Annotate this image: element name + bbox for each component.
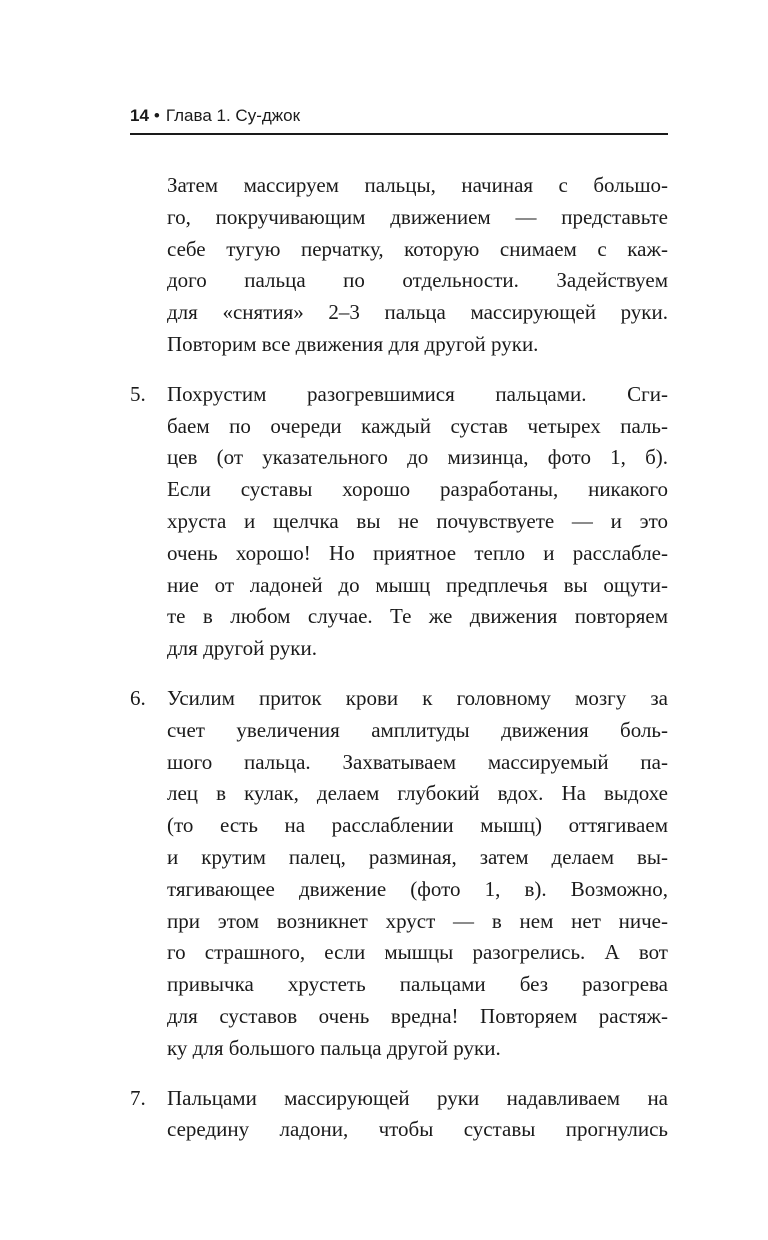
text-line: себе тугую перчатку, которую снимаем с каж-	[167, 236, 668, 261]
text-line: (то есть на расслаблении мышц) оттягиваем	[167, 813, 668, 838]
list-item-7	[130, 1083, 668, 1147]
text-line: Если суставы хорошо разработаны, никакого	[167, 477, 668, 502]
text-line: ние от ладоней до мышц предплечья вы ощути-	[167, 572, 668, 597]
text-line: баем по очереди каждый сустав четырех паль-	[167, 413, 668, 438]
text-line: цев (от указательного до мизинца, фото 1, б).	[167, 445, 668, 470]
text-line: Пальцами массирующей руки надавливаем на	[167, 1085, 668, 1110]
page-body	[130, 170, 668, 1146]
list-item-6	[130, 683, 668, 1065]
item-text	[167, 683, 668, 1065]
text-line: дого пальца по отдельности. Задействуем	[167, 268, 668, 293]
chapter-title: Глава 1. Су-джок	[165, 106, 301, 125]
text-line: Усилим приток крови к головному мозгу за	[167, 685, 668, 710]
text-line: го, покручивающим движением — представьте	[167, 204, 668, 229]
text-line: го страшного, если мышцы разогрелись. А вот	[167, 940, 668, 965]
text-line: для другой руки.	[167, 636, 317, 661]
text-line: очень хорошо! Но приятное тепло и расслабле-	[167, 540, 668, 565]
list-item-5	[130, 379, 668, 665]
text-line: и крутим палец, разминая, затем делаем вы-	[167, 844, 668, 869]
text-line: счет увеличения амплитуды движения боль-	[167, 717, 668, 742]
text-line: для суставов очень вредна! Повторяем растяж-	[167, 1003, 668, 1028]
text-line: те в любом случае. Те же движения повторяем	[167, 604, 668, 629]
item-text	[167, 379, 668, 665]
text-line: ку для большого пальца другой руки.	[167, 1035, 501, 1060]
page-number: 14	[130, 106, 149, 125]
header-bullet: •	[153, 106, 160, 125]
text-line: шого пальца. Захватываем массируемый па-	[167, 749, 668, 774]
text-line: Похрустим разогревшимися пальцами. Сги-	[167, 381, 668, 406]
text-line: при этом возникнет хруст — в нем нет ниче-	[167, 908, 668, 933]
item-number: 6.	[130, 685, 146, 710]
text-line: середину ладони, чтобы суставы прогнулись	[167, 1117, 668, 1142]
item-number: 7.	[130, 1085, 146, 1110]
text-line: Затем массируем пальцы, начиная с большо-	[167, 173, 668, 197]
text-line: Повторим все движения для другой руки.	[167, 331, 539, 356]
item-text	[167, 1083, 668, 1147]
text-line: хруста и щелчка вы не почувствуете — и это	[167, 508, 668, 533]
text-line: для «снятия» 2–3 пальца массирующей руки.	[167, 300, 668, 325]
text-line: лец в кулак, делаем глубокий вдох. На выдохе	[167, 781, 668, 806]
text-line: привычка хрустеть пальцами без разогрева	[167, 972, 668, 997]
running-header	[130, 103, 668, 135]
text-line: тягивающее движение (фото 1, в). Возможно,	[167, 876, 668, 901]
item-number: 5.	[130, 381, 146, 406]
intro-paragraph	[130, 170, 668, 361]
